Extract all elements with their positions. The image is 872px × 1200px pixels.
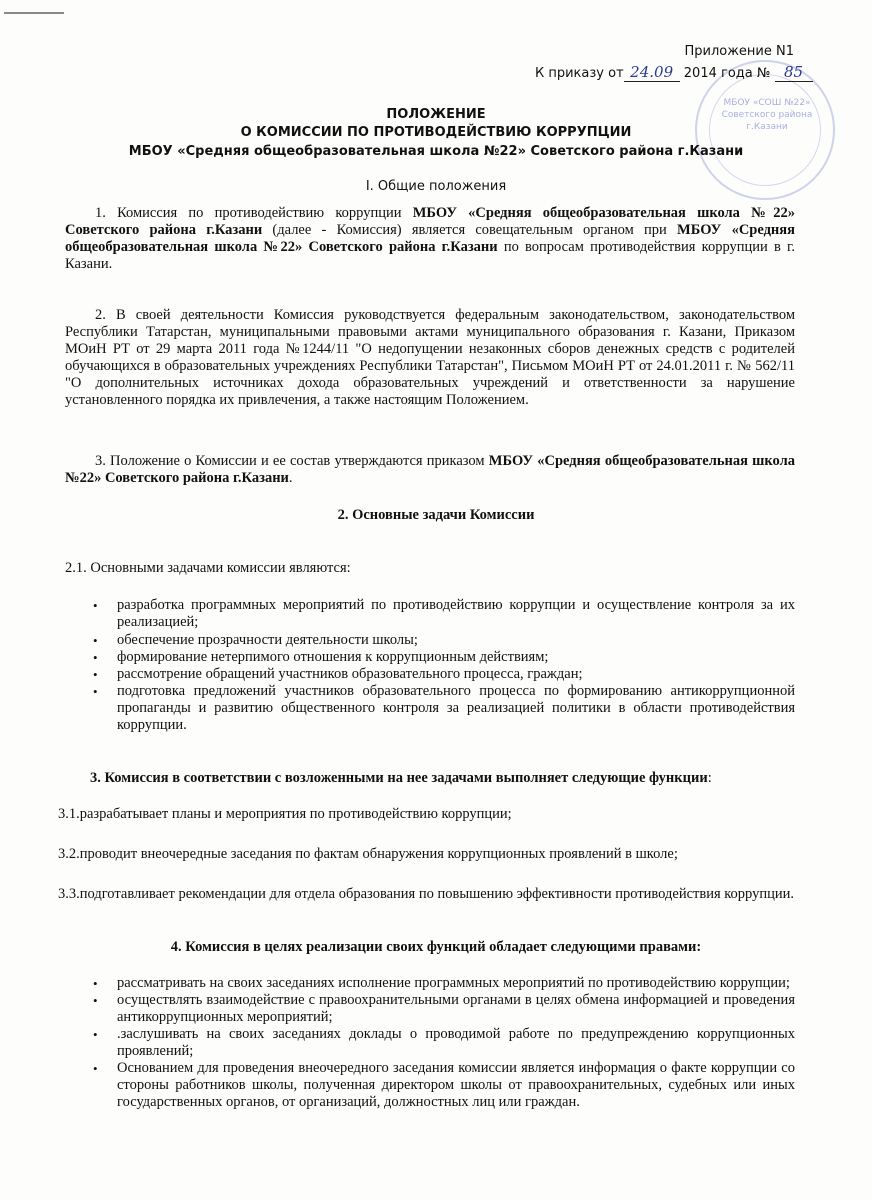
annex-label: Приложение N1 [684,44,794,59]
doc-title: ПОЛОЖЕНИЕ [386,107,486,122]
order-year: 2014 года № [679,66,775,81]
paragraph-1-2: 2. В своей деятельности Комиссия руководствуется федеральным законодательством, законодательством Республики Татарстан, муниципальными правовыми актами муниципального образования г. Казани, Приказом МОиН РТ от 29 марта 2011 года №1244/11 "О недопущении незаконных сборов денежных средств с родителей обучающихся в образовательных учреждениях Республики Татарстан", Письмом МОиН РТ от 24.01.2011 г. № 562/11 "О дополнительных источниках дохода образовательных учреждений и ответственности за нарушение установленного порядка их привлечения, а также настоящим Положением. [65,307,795,408]
list-item: • разработка программных мероприятий по противодействию коррупции и осуществление контроля за их реализацией; [93,597,795,631]
section-2-list [93,597,795,734]
order-date-handwritten: 24.09 [624,63,680,82]
list-item: • .заслушивать на своих заседаниях доклады о проводимой работе по предупреждению коррупционных проявлений; [93,1026,795,1060]
section-4-heading: 4. Комиссия в целях реализации своих функций обладает следующими правами: [170,939,702,955]
list-item: • рассматривать на своих заседаниях исполнение программных мероприятий по противодействию коррупции; [93,975,795,992]
order-prefix: К приказу от [535,66,624,81]
doc-subtitle: О КОМИССИИ ПО ПРОТИВОДЕЙСТВИЮ КОРРУПЦИИ [240,125,632,140]
section-3-item-3: 3.3.подготавливает рекомендации для отдела образования по повышению эффективности противодействия коррупции. [58,886,795,902]
section-2-heading: 2. Основные задачи Комиссии [337,507,535,523]
list-item: • формирование нетерпимого отношения к коррупционным действиям; [93,649,795,666]
order-line [535,63,813,82]
scan-mark [4,12,64,14]
list-item: • обеспечение прозрачности деятельности школы; [93,632,795,649]
section-2-intro: 2.1. Основными задачами комиссии являются: [65,560,351,576]
section-4-list [93,975,795,1111]
stamp-text: МБОУ «СОШ №22» Советского района г.Казани [721,98,813,132]
list-item: • рассмотрение обращений участников образовательного процесса, граждан; [93,666,795,683]
section-3-item-1: 3.1.разрабатывает планы и мероприятия по противодействию коррупции; [58,806,512,822]
order-number-handwritten: 85 [775,63,813,82]
section-3-item-2: 3.2.проводит внеочередные заседания по фактам обнаружения коррупционных проявлений в школе; [58,846,678,862]
list-item: • осуществлять взаимодействие с правоохранительными органами в целях обмена информацией и проведения антикоррупционных мероприятий; [93,992,795,1026]
doc-school: МБОУ «Средняя общеобразовательная школа №22» Советского района г.Казани [128,144,744,159]
paragraph-1-1: 1. Комиссия по противодействию коррупции МБОУ «Средняя общеобразовательная школа №22» Советского района г.Казани (далее - Комиссия) является совещательным органом при МБОУ «Средняя общеобразовательная школа №22» Советского района г.Казани по вопросам противодействия коррупции в г. Казани. [65,205,796,272]
list-item: • Основанием для проведения внеочередного заседания комиссии является информация о факте коррупции со стороны работников школы, полученная директором школы от правоохранительных, судебных или иных государственных органов, от организаций, должностных лиц или граждан. [93,1060,795,1111]
paragraph-1-3: 3. Положение о Комиссии и ее состав утверждаются приказом МБОУ «Средняя общеобразовательная школа №22» Советского района г.Казани. [65,453,795,486]
section-3-heading: 3. Комиссия в соответствии с возложенными на нее задачами выполняет следующие функции: [90,770,712,786]
list-item: • подготовка предложений участников образовательного процесса по формированию антикоррупционной пропаганды и развитию общественного контроля за реализацией политики в области противодействия коррупции. [93,683,795,734]
section-1-heading: I. Общие положения [365,179,507,194]
